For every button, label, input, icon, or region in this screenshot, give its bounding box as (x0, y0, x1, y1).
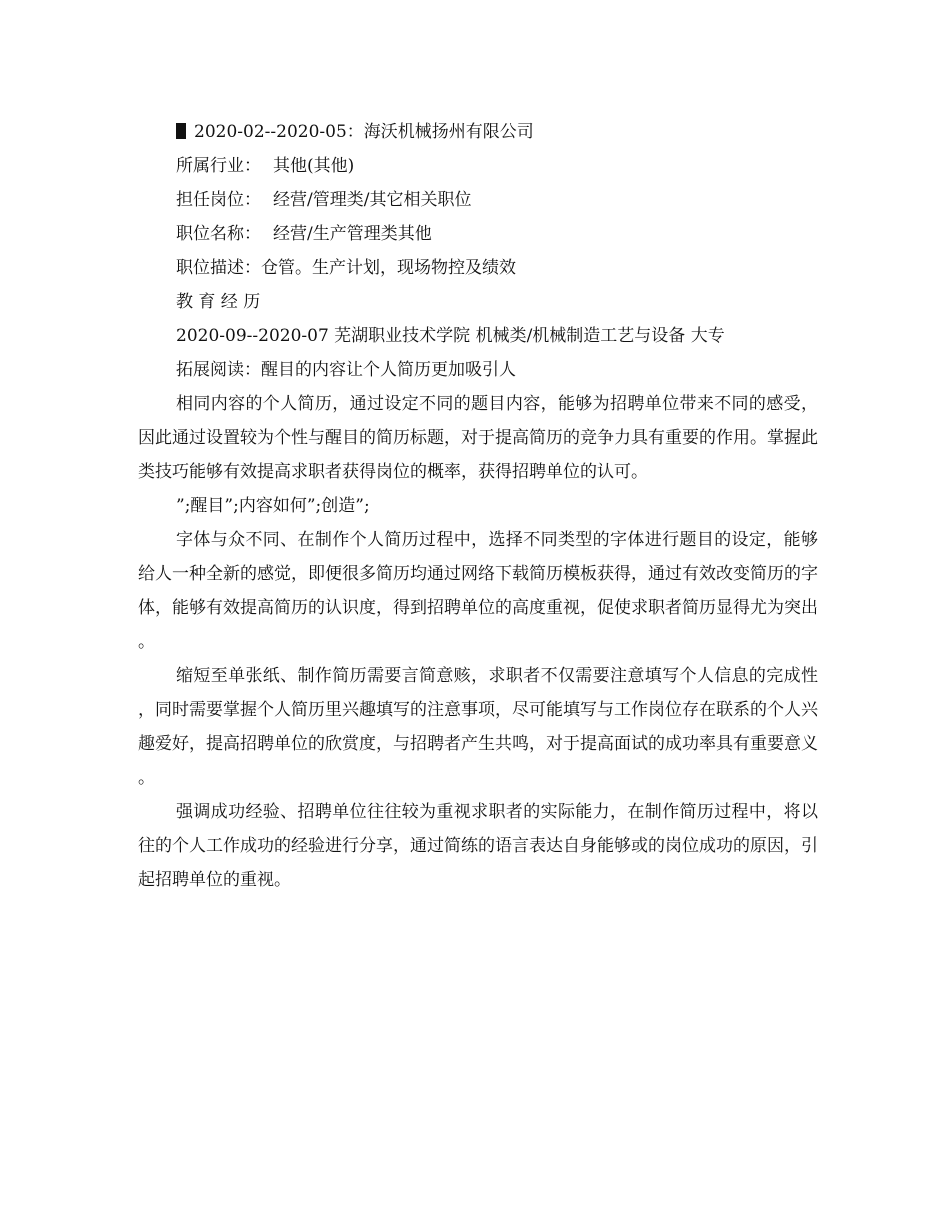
title-value: 经营/生产管理类其他 (273, 224, 432, 244)
job-position-row (138, 183, 818, 217)
education-entry: 2020-09--2020-07 芜湖职业技术学院 机械类/机械制造工艺与设备 大专 (176, 326, 725, 346)
paragraph: 强调成功经验、招聘单位往往较为重视求职者的实际能力，在制作简历过程中，将以往的个人工作成功的经验进行分享，通过简练的语言表达自身能够或的岗位成功的原因，引起招聘单位的重视。 (138, 802, 818, 890)
industry-value: 其他(其他) (273, 156, 355, 176)
paragraph: 相同内容的个人简历，通过设定不同的题目内容，能够为招聘单位带来不同的感受，因此通过设置较为个性与醒目的简历标题，对于提高简历的竞争力具有重要的作用。掌握此类技巧能够有效提高求职者获得岗位的概率，获得招聘单位的认可。 (138, 394, 818, 482)
job-industry-row (138, 149, 818, 183)
position-value: 经营/管理类/其它相关职位 (273, 190, 472, 210)
job-period-company-text: 2020-02--2020-05：海沃机械扬州有限公司 (194, 122, 534, 142)
position-label: 担任岗位： (176, 190, 261, 210)
square-bullet-icon (176, 123, 186, 139)
paragraph: 缩短至单张纸、制作简历需要言简意赅，求职者不仅需要注意填写个人信息的完成性，同时需要掌握个人简历里兴趣填写的注意事项，尽可能填写与工作岗位存在联系的个人兴趣爱好，提高招聘单位的欣赏度，与招聘者产生共鸣，对于提高面试的成功率具有重要意义。 (138, 666, 818, 788)
paragraph: ”;醒目”;内容如何”;创造”; (176, 496, 370, 516)
description-label: 职位描述： (176, 258, 261, 278)
job-title-row (138, 217, 818, 251)
paragraph: 字体与众不同、在制作个人简历过程中，选择不同类型的字体进行题目的设定，能够给人一种全新的感觉，即便很多简历均通过网络下载简历模板获得，通过有效改变简历的字体，能够有效提高简历的认识度，得到招聘单位的高度重视，促使求职者简历显得尤为突出。 (138, 530, 818, 652)
job-description-row (138, 251, 818, 285)
title-label: 职位名称： (176, 224, 261, 244)
description-value: 仓管。生产计划，现场物控及绩效 (261, 258, 516, 278)
document-body (138, 115, 818, 897)
job-period-company (138, 115, 818, 149)
education-heading: 教 育 经 历 (176, 292, 261, 312)
extended-reading-heading: 拓展阅读：醒目的内容让个人简历更加吸引人 (176, 360, 516, 380)
industry-label: 所属行业： (176, 156, 261, 176)
